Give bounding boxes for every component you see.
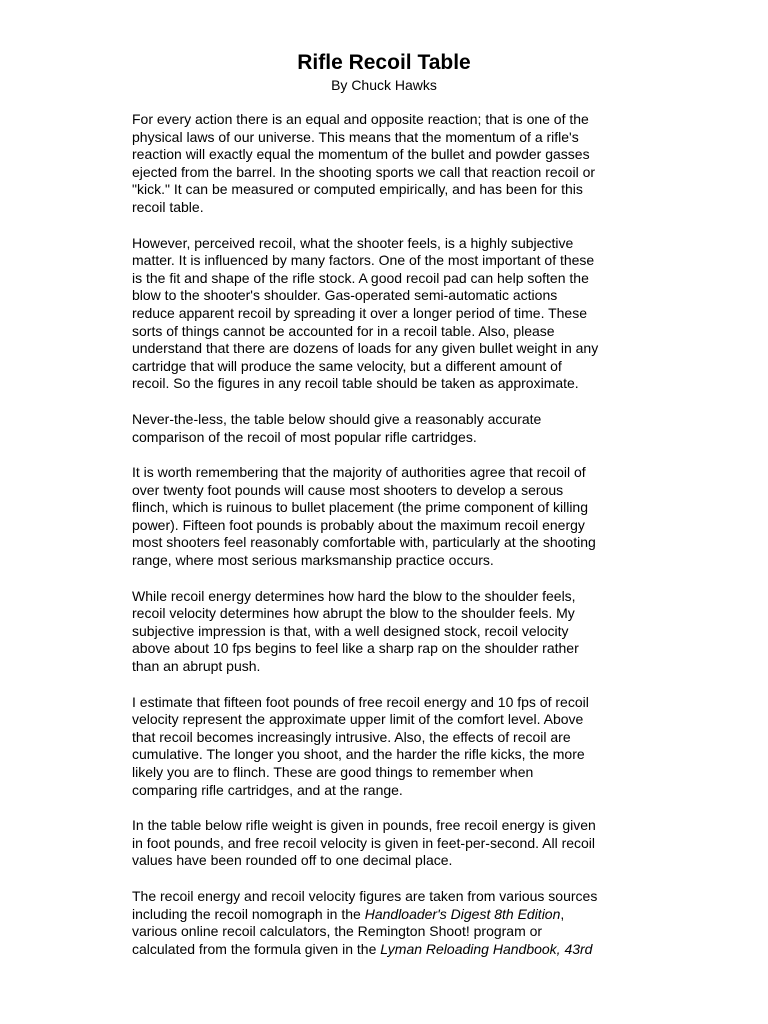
paragraph-line bbox=[132, 482, 632, 500]
paragraph-line bbox=[132, 517, 632, 535]
paragraph-line bbox=[132, 499, 632, 517]
text-segment: values have been rounded off to one decimal place. bbox=[132, 852, 453, 869]
paragraph-line bbox=[132, 111, 632, 129]
body-paragraph bbox=[132, 888, 632, 958]
text-segment: ejected from the barrel. In the shooting sports we call that reaction recoil or bbox=[132, 163, 596, 180]
text-segment: range, where most serious marksmanship practice occurs. bbox=[132, 552, 494, 569]
text-segment: comparison of the recoil of most popular rifle cartridges. bbox=[132, 428, 477, 445]
paragraph-line bbox=[132, 340, 632, 358]
paragraph-line bbox=[132, 464, 632, 482]
text-segment: power). Fifteen foot pounds is probably about the maximum recoil energy bbox=[132, 516, 585, 533]
body-paragraph bbox=[132, 464, 632, 570]
text-segment: than an abrupt push. bbox=[132, 658, 261, 675]
paragraph-line bbox=[132, 552, 632, 570]
text-segment: recoil. So the figures in any recoil table should be taken as approximate. bbox=[132, 375, 579, 392]
paragraph-line bbox=[132, 694, 632, 712]
body-paragraph bbox=[132, 111, 632, 217]
paragraph-line bbox=[132, 323, 632, 341]
paragraph-line bbox=[132, 835, 632, 853]
paragraph-line bbox=[132, 181, 632, 199]
text-segment: , bbox=[560, 905, 565, 922]
paragraph-line bbox=[132, 235, 632, 253]
document-title: Rifle Recoil Table bbox=[297, 51, 471, 74]
text-segment: recoil velocity determines how abrupt the blow to the shoulder feels. My bbox=[132, 605, 575, 622]
text-segment: I estimate that fifteen foot pounds of free recoil energy and 10 fps of recoil bbox=[132, 693, 589, 710]
paragraph-line bbox=[132, 411, 632, 429]
paragraph-line bbox=[132, 146, 632, 164]
text-segment: Never-the-less, the table below should give a reasonably accurate bbox=[132, 410, 542, 427]
body-paragraph bbox=[132, 588, 632, 676]
paragraph-line bbox=[132, 358, 632, 376]
paragraph-line bbox=[132, 888, 632, 906]
text-segment: However, perceived recoil, what the shooter feels, is a highly subjective bbox=[132, 234, 574, 251]
text-segment: sorts of things cannot be accounted for in a recoil table. Also, please bbox=[132, 322, 555, 339]
text-segment: cartridge that will produce the same velocity, but a different amount of bbox=[132, 357, 562, 374]
paragraph-line bbox=[132, 852, 632, 870]
text-segment: blow to the shooter's shoulder. Gas-operated semi-automatic actions bbox=[132, 287, 558, 304]
document-byline: By Chuck Hawks bbox=[331, 77, 437, 93]
text-segment: is the fit and shape of the rifle stock. A good recoil pad can help soften the bbox=[132, 269, 589, 286]
text-segment: velocity represent the approximate upper limit of the comfort level. Above bbox=[132, 711, 584, 728]
text-segment: physical laws of our universe. This means that the momentum of a rifle's bbox=[132, 128, 579, 145]
text-segment: "kick." It can be measured or computed empirically, and has been for this bbox=[132, 181, 583, 198]
text-segment: understand that there are dozens of loads for any given bullet weight in any bbox=[132, 340, 599, 357]
text-segment: in foot pounds, and free recoil velocity is given in feet-per-second. All recoil bbox=[132, 834, 596, 851]
italic-text: Handloader's Digest 8th Edition bbox=[364, 905, 561, 922]
paragraph-line bbox=[132, 746, 632, 764]
paragraph-line bbox=[132, 711, 632, 729]
text-segment: calculated from the formula given in the bbox=[132, 940, 381, 957]
text-segment: reaction will exactly equal the momentum of the bullet and powder gasses bbox=[132, 146, 590, 163]
paragraph-line bbox=[132, 305, 632, 323]
text-segment: reduce apparent recoil by spreading it over a longer period of time. These bbox=[132, 304, 588, 321]
paragraph-line bbox=[132, 199, 632, 217]
text-segment: most shooters feel reasonably comfortable with, particularly at the shooting bbox=[132, 534, 596, 551]
paragraph-line bbox=[132, 429, 632, 447]
body-paragraph bbox=[132, 411, 632, 446]
body-paragraph bbox=[132, 817, 632, 870]
paragraph-line bbox=[132, 729, 632, 747]
text-segment: subjective impression is that, with a well designed stock, recoil velocity bbox=[132, 622, 569, 639]
text-segment: various online recoil calculators, the Remington Shoot! program or bbox=[132, 923, 543, 940]
paragraph-line bbox=[132, 270, 632, 288]
paragraph-line bbox=[132, 534, 632, 552]
paragraph-line bbox=[132, 923, 632, 941]
document-body bbox=[132, 111, 632, 976]
text-segment: comparing rifle cartridges, and at the range. bbox=[132, 781, 403, 798]
paragraph-line bbox=[132, 375, 632, 393]
text-segment: While recoil energy determines how hard the blow to the shoulder feels, bbox=[132, 587, 576, 604]
paragraph-line bbox=[132, 164, 632, 182]
text-segment: It is worth remembering that the majority of authorities agree that recoil of bbox=[132, 464, 586, 481]
text-segment: over twenty foot pounds will cause most shooters to develop a serous bbox=[132, 481, 564, 498]
paragraph-line bbox=[132, 941, 632, 959]
text-segment: recoil table. bbox=[132, 198, 204, 215]
text-segment: For every action there is an equal and opposite reaction; that is one of the bbox=[132, 111, 589, 127]
paragraph-line bbox=[132, 605, 632, 623]
text-segment: above about 10 fps begins to feel like a sharp rap on the shoulder rather bbox=[132, 640, 579, 657]
text-segment: cumulative. The longer you shoot, and the harder the rifle kicks, the more bbox=[132, 746, 585, 763]
text-segment: matter. It is influenced by many factors. One of the most important of these bbox=[132, 252, 595, 269]
paragraph-line bbox=[132, 129, 632, 147]
text-segment: including the recoil nomograph in the bbox=[132, 905, 365, 922]
paragraph-line bbox=[132, 588, 632, 606]
paragraph-line bbox=[132, 640, 632, 658]
text-segment: likely you are to flinch. These are good things to remember when bbox=[132, 764, 534, 780]
paragraph-line bbox=[132, 287, 632, 305]
paragraph-line bbox=[132, 658, 632, 676]
paragraph-line bbox=[132, 782, 632, 800]
text-segment: that recoil becomes increasingly intrusive. Also, the effects of recoil are bbox=[132, 728, 571, 745]
text-segment: In the table below rifle weight is given in pounds, free recoil energy is given bbox=[132, 817, 596, 834]
paragraph-line bbox=[132, 817, 632, 835]
paragraph-line bbox=[132, 623, 632, 641]
paragraph-line bbox=[132, 764, 632, 782]
italic-text: Lyman Reloading Handbook, 43rd bbox=[380, 940, 593, 957]
text-segment: flinch, which is ruinous to bullet placement (the prime component of killing bbox=[132, 499, 589, 516]
paragraph-line bbox=[132, 252, 632, 270]
body-paragraph bbox=[132, 235, 632, 393]
body-paragraph bbox=[132, 694, 632, 800]
paragraph-line bbox=[132, 906, 632, 924]
text-segment: The recoil energy and recoil velocity figures are taken from various sources bbox=[132, 887, 598, 904]
